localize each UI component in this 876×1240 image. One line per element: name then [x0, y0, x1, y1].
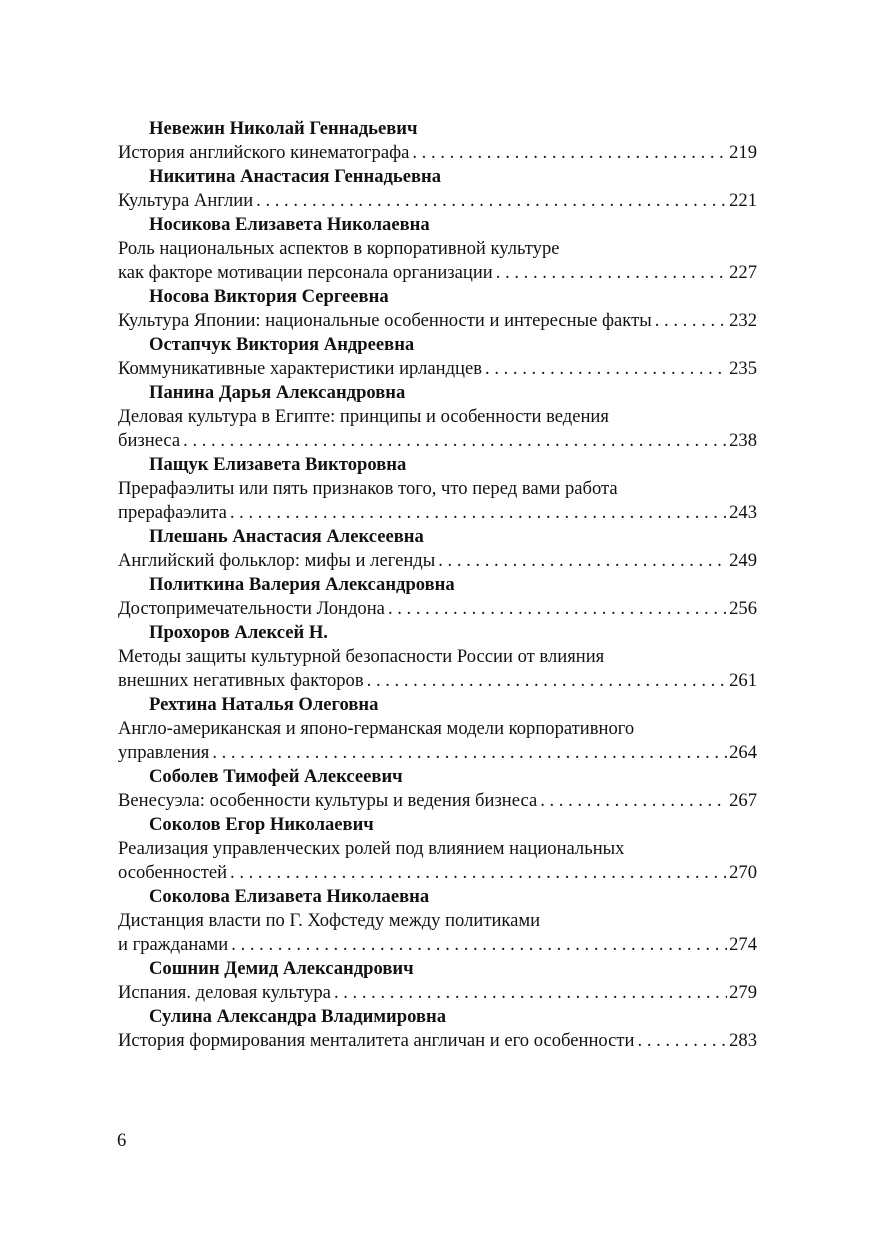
entry-title: Методы защиты культурной безопасности России от влияния: [118, 646, 605, 667]
entry-title-line: [118, 309, 757, 333]
entry-title-line: [118, 405, 757, 429]
entry-author: Остапчук Виктория Андреевна: [149, 334, 415, 355]
toc-entry: [118, 285, 757, 333]
entry-title-line: [118, 717, 757, 741]
entry-page-number: 249: [729, 550, 757, 571]
entry-page-number: 235: [729, 358, 757, 379]
entry-title-line: [118, 909, 757, 933]
entry-title: Роль национальных аспектов в корпоративной культуре: [118, 238, 560, 259]
dot-leader: [183, 429, 727, 453]
entry-title-line: [118, 189, 757, 213]
toc-entry: [118, 213, 757, 285]
entry-title-line: [118, 981, 757, 1005]
toc-entry: [118, 813, 757, 885]
entry-title-line: [118, 861, 757, 885]
toc-entry: [118, 165, 757, 213]
entry-page-number: 270: [729, 862, 757, 883]
entry-page-number: 279: [729, 982, 757, 1003]
entry-title: особенностей: [118, 862, 228, 883]
dot-leader: [485, 357, 727, 381]
entry-page-number: 283: [729, 1030, 757, 1051]
toc-entry: [118, 765, 757, 813]
dot-leader: [230, 861, 727, 885]
entry-page-number: 238: [729, 430, 757, 451]
entry-author: Никитина Анастасия Геннадьевна: [149, 166, 442, 187]
entry-title: История английского кинематографа: [118, 142, 410, 163]
toc-entry: [118, 573, 757, 621]
entry-author: Носикова Елизавета Николаевна: [149, 214, 430, 235]
table-of-contents: [118, 117, 757, 1053]
entry-author: Рехтина Наталья Олеговна: [149, 694, 379, 715]
entry-author: Сошнин Демид Александрович: [149, 958, 414, 979]
entry-title-line: [118, 549, 757, 573]
entry-title-line: [118, 789, 757, 813]
entry-title: Культура Японии: национальные особенности и интересные факты: [118, 310, 652, 331]
entry-title: Англо-американская и японо-германская модели корпоративного: [118, 718, 635, 739]
entry-author: Соколова Елизавета Николаевна: [149, 886, 430, 907]
toc-entry: [118, 333, 757, 381]
entry-title: внешних негативных факторов: [118, 670, 364, 691]
entry-author: Пащук Елизавета Викторовна: [149, 454, 407, 475]
entry-title-line: [118, 141, 757, 165]
entry-page-number: 221: [729, 190, 757, 211]
entry-title: и гражданами: [118, 934, 229, 955]
entry-title: История формирования менталитета англичан и его особенности: [118, 1030, 635, 1051]
entry-author: Соболев Тимофей Алексеевич: [149, 766, 403, 787]
entry-title-line: [118, 597, 757, 621]
entry-title-line: [118, 933, 757, 957]
toc-entry: [118, 117, 757, 165]
entry-title-line: [118, 1029, 757, 1053]
entry-author: Панина Дарья Александровна: [149, 382, 406, 403]
entry-title: как факторе мотивации персонала организации: [118, 262, 493, 283]
dot-leader: [655, 309, 727, 333]
entry-title: Дистанция власти по Г. Хофстеду между политиками: [118, 910, 541, 931]
entry-title: Английский фольклор: мифы и легенды: [118, 550, 436, 571]
dot-leader: [412, 141, 727, 165]
entry-title: Деловая культура в Египте: принципы и особенности ведения: [118, 406, 609, 427]
entry-title: бизнеса: [118, 430, 181, 451]
toc-entry: [118, 693, 757, 765]
entry-title-line: [118, 837, 757, 861]
entry-page-number: 264: [729, 742, 757, 763]
entry-title: Культура Англии: [118, 190, 254, 211]
dot-leader: [334, 981, 727, 1005]
entry-title-line: [118, 237, 757, 261]
dot-leader: [212, 741, 727, 765]
dot-leader: [438, 549, 727, 573]
entry-page-number: 256: [729, 598, 757, 619]
entry-author: Сулина Александра Владимировна: [149, 1006, 447, 1027]
entry-title: прерафаэлита: [118, 502, 227, 523]
entry-author: Соколов Егор Николаевич: [149, 814, 374, 835]
dot-leader: [638, 1029, 728, 1053]
toc-entry: [118, 957, 757, 1005]
toc-entry: [118, 453, 757, 525]
entry-page-number: 227: [729, 262, 757, 283]
toc-entry: [118, 381, 757, 453]
entry-title-line: [118, 261, 757, 285]
toc-entry: [118, 1005, 757, 1053]
entry-title-line: [118, 669, 757, 693]
entry-author: Плешань Анастасия Алексеевна: [149, 526, 424, 547]
dot-leader: [388, 597, 727, 621]
dot-leader: [367, 669, 727, 693]
entry-title: Достопримечательности Лондона: [118, 598, 385, 619]
entry-title: Прерафаэлиты или пять признаков того, что перед вами работа: [118, 478, 618, 499]
entry-title: Коммуникативные характеристики ирландцев: [118, 358, 483, 379]
page-number: 6: [117, 1130, 127, 1151]
entry-title-line: [118, 477, 757, 501]
entry-page-number: 274: [729, 934, 757, 955]
entry-title: Венесуэла: особенности культуры и ведения бизнеса: [118, 790, 538, 811]
dot-leader: [540, 789, 727, 813]
toc-entry: [118, 525, 757, 573]
entry-title: Реализация управленческих ролей под влиянием национальных: [118, 838, 625, 859]
entry-author: Носова Виктория Сергеевна: [149, 286, 389, 307]
toc-entry: [118, 885, 757, 957]
entry-page-number: 232: [729, 310, 757, 331]
entry-page-number: 219: [729, 142, 757, 163]
entry-author: Прохоров Алексей Н.: [149, 622, 328, 643]
entry-title-line: [118, 645, 757, 669]
entry-title: Испания. деловая культура: [118, 982, 331, 1003]
dot-leader: [256, 189, 727, 213]
entry-title-line: [118, 501, 757, 525]
toc-entry: [118, 621, 757, 693]
entry-page-number: 261: [729, 670, 757, 691]
dot-leader: [231, 933, 727, 957]
entry-page-number: 267: [729, 790, 757, 811]
entry-title-line: [118, 741, 757, 765]
dot-leader: [230, 501, 727, 525]
entry-author: Политкина Валерия Александровна: [149, 574, 455, 595]
entry-author: Невежин Николай Геннадьевич: [149, 118, 418, 139]
entry-page-number: 243: [729, 502, 757, 523]
dot-leader: [496, 261, 727, 285]
entry-title-line: [118, 357, 757, 381]
entry-title: управления: [118, 742, 210, 763]
entry-title-line: [118, 429, 757, 453]
